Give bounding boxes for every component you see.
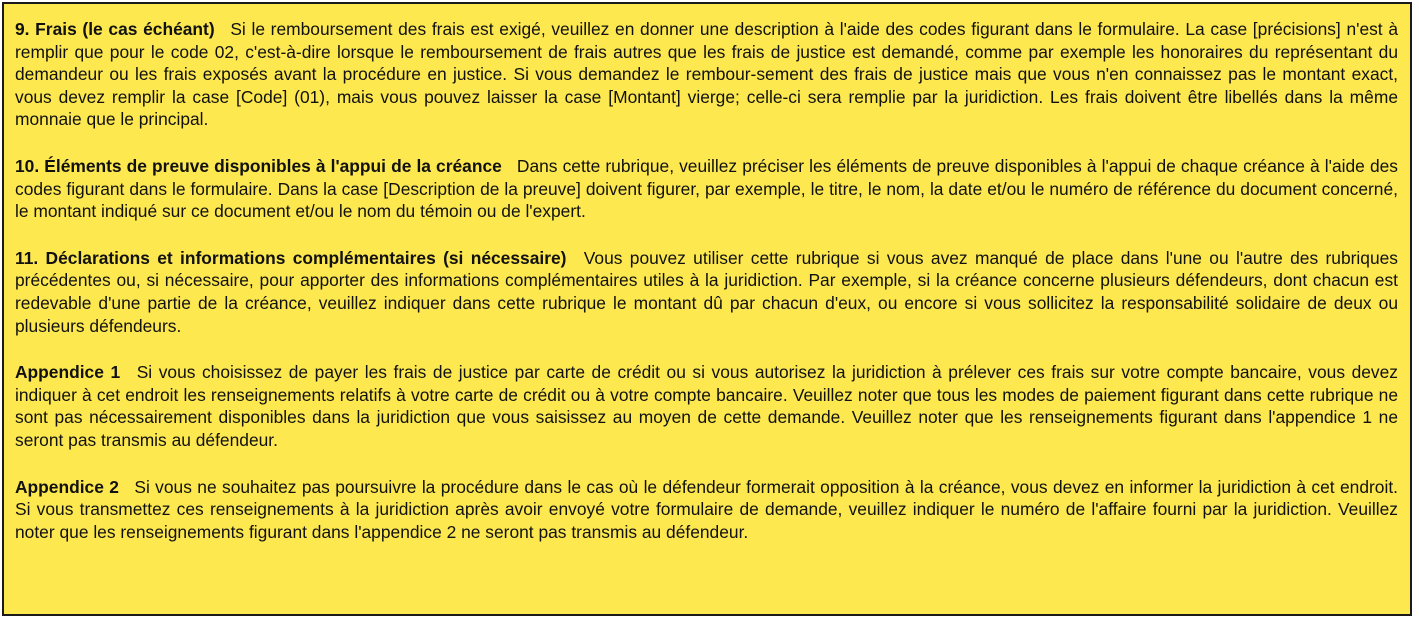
section-body: Si le remboursement des frais est exigé, veuillez en donner une description à l'aide des codes figurant dans le formulaire. La case [précisions] n'est à remplir que pour le code 02, c'est-à-dire lorsque le remboursement de frais autres que les frais de justice est demandé, comme par exemple les honoraires du représentant du demandeur ou les frais exposés avant la procédure en justice. Si vous demandez le rembour-sement des frais de justice mais que vous n'en connaissez pas le montant exact, vous devez remplir la case [Code] (01), mais vous pouvez laisser la case [Montant] vierge; celle-ci sera remplie par la juridiction. Les frais doivent être libellés dans la même monnaie que le principal. bbox=[15, 19, 1398, 130]
section-body: Si vous choisissez de payer les frais de justice par carte de crédit ou si vous autorisez la juridiction à prélever ces frais sur votre compte bancaire, vous devez indiquer à cet endroit les renseignements relatifs à votre carte de crédit ou à votre compte bancaire. Veuillez noter que tous les modes de paiement figurant dans cette rubrique ne sont pas nécessairement disponibles dans la juridiction que vous saisissez au moyen de cette demande. Veuillez noter que les renseignements figurant dans l'appendice 1 ne seront pas transmis au défendeur. bbox=[15, 362, 1398, 450]
instructions-panel bbox=[2, 2, 1412, 616]
section-body: Vous pouvez utiliser cette rubrique si vous avez manqué de place dans l'une ou l'autre des rubriques précédentes ou, si nécessaire, pour apporter des informations complémentaires utiles à la juridiction. Par exemple, si la créance concerne plusieurs défendeurs, dont chacun est redevable d'une partie de la créance, veuillez indiquer dans cette rubrique le montant dû par chacun d'eux, ou encore si vous sollicitez la responsabilité solidaire de deux ou plusieurs défendeurs. bbox=[15, 247, 1398, 336]
section-declarations bbox=[15, 247, 1398, 337]
section-elements-de-preuve bbox=[15, 155, 1398, 223]
section-heading: Appendice 1 bbox=[15, 362, 121, 383]
section-appendice-1 bbox=[15, 361, 1398, 451]
section-body: Dans cette rubrique, veuillez préciser les éléments de preuve disponibles à l'appui de chaque créance à l'aide des codes figurant dans le formulaire. Dans la case [Description de la preuve] doivent figurer, par exemple, le titre, le nom, la date et/ou le numéro de référence du document concerné, le montant indiqué sur ce document et/ou le nom du témoin ou de l'expert. bbox=[15, 155, 1398, 222]
section-heading: Appendice 2 bbox=[15, 476, 119, 497]
section-appendice-2 bbox=[15, 476, 1398, 544]
section-body: Si vous ne souhaitez pas poursuivre la procédure dans le cas où le défendeur formerait opposition à la créance, vous devez en informer la juridiction à cet endroit. Si vous transmettez ces renseignements à la juridiction après avoir envoyé votre formulaire de demande, veuillez indiquer le numéro de l'affaire fourni par la juridiction. Veuillez noter que les renseignements figurant dans l'appendice 2 ne seront pas transmis au défendeur. bbox=[15, 476, 1398, 542]
section-heading: 11. Déclarations et informations complémentaires (si nécessaire) bbox=[15, 247, 567, 268]
section-frais bbox=[15, 18, 1398, 131]
section-heading: 9. Frais (le cas échéant) bbox=[15, 19, 215, 39]
section-heading: 10. Éléments de preuve disponibles à l'appui de la créance bbox=[15, 155, 502, 176]
